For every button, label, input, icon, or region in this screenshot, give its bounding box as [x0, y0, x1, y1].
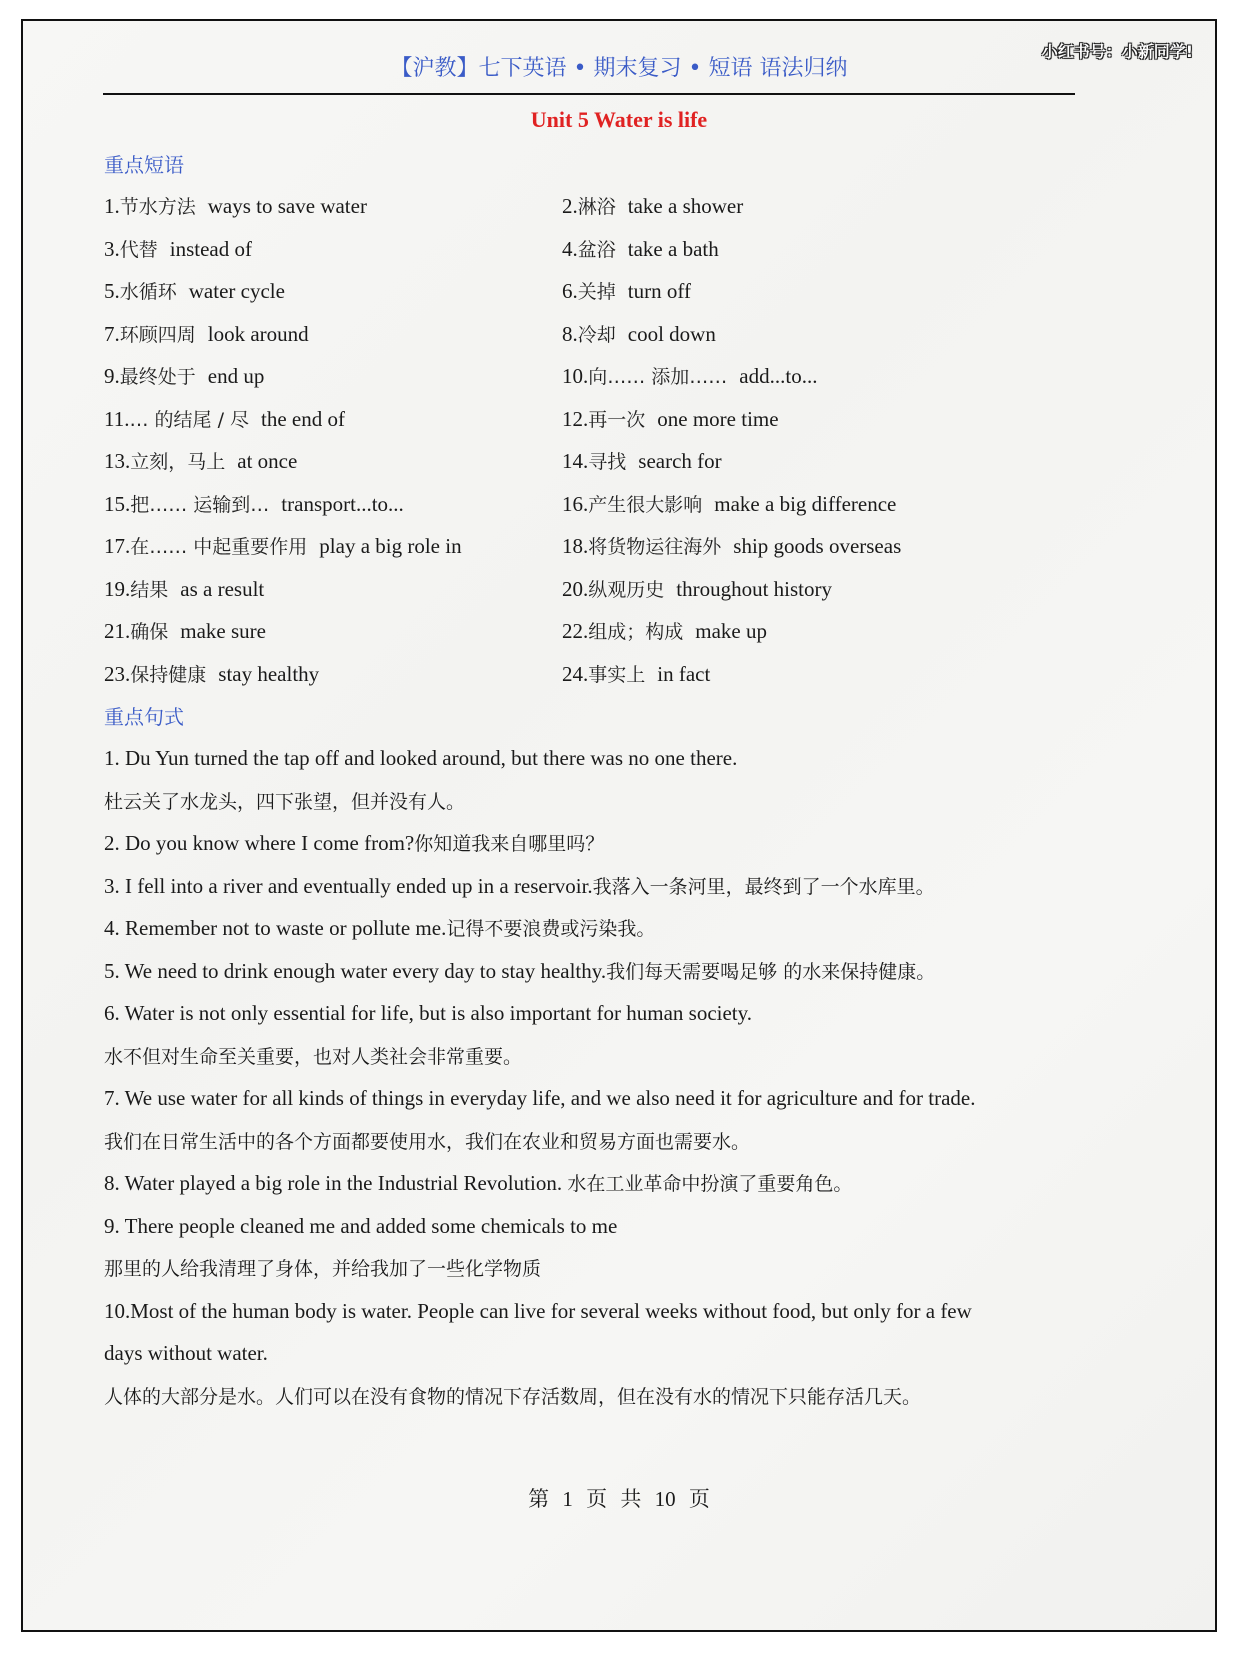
phrase-chinese: 将货物运往海外 [588, 536, 722, 558]
phrase-number: 15. [104, 491, 131, 516]
phrase-english: make up [695, 619, 767, 643]
sentence-chinese: 水在工业革命中扮演了重要角色。 [567, 1173, 853, 1195]
phrase-item [562, 529, 1062, 572]
phrase-number: 11. [104, 406, 130, 431]
phrase-number: 1. [104, 194, 120, 218]
sentence-english: 3. I fell into a river and eventually ended up in a reservoir. [104, 873, 593, 898]
phrase-item [104, 529, 562, 572]
phrase-english: in fact [657, 661, 711, 686]
phrase-number: 20. [562, 576, 589, 601]
sentence-chinese: 我们在日常生活中的各个方面都要使用水，我们在农业和贸易方面也需要水。 [104, 1130, 751, 1153]
phrase-chinese: 事实上 [588, 663, 646, 686]
sentence-line [104, 1251, 1164, 1294]
phrase-number: 9. [104, 364, 120, 388]
phrase-item [104, 402, 562, 445]
sentence-chinese: 我们每天需要喝足够 的水来保持健康。 [606, 960, 936, 983]
sentence-english: days without water. [104, 1341, 268, 1365]
phrase-chinese: 在…… 中起重要作用 [130, 536, 308, 558]
phrase-chinese: 向…… 添加…… [588, 366, 728, 388]
sentence-list [104, 741, 1164, 1421]
phrase-number: 21. [104, 619, 131, 643]
sentence-line [104, 1166, 1164, 1209]
phrase-chinese: 环顾四周 [119, 323, 196, 346]
phrase-item [104, 232, 562, 275]
phrase-number: 10. [562, 364, 589, 388]
unit-title: Unit 5 Water is life [530, 107, 708, 132]
phrase-list [104, 189, 1104, 699]
sentence-line [104, 954, 1164, 997]
phrase-english: the end of [261, 406, 345, 431]
phrase-chinese: 最终处于 [119, 366, 196, 388]
phrase-item [562, 487, 1062, 530]
phrase-number: 5. [104, 279, 120, 303]
phrase-chinese: 淋浴 [577, 196, 616, 218]
phrase-english: ship goods overseas [733, 534, 902, 558]
phrase-item [562, 317, 1062, 360]
phrase-english: make a big difference [714, 491, 897, 516]
phrase-chinese: 冷却 [577, 323, 616, 346]
phrase-number: 16. [562, 491, 589, 516]
phrase-item [104, 487, 562, 530]
phrase-english: make sure [180, 619, 266, 643]
phrase-number: 6. [562, 279, 578, 303]
phrase-english: end up [207, 364, 265, 388]
phrase-chinese: 组成；构成 [588, 621, 684, 643]
phrase-item [562, 572, 1062, 615]
phrase-english: instead of [169, 236, 252, 261]
phrase-english: water cycle [188, 279, 285, 303]
sentence-english: 5. We need to drink enough water every day to stay healthy. [104, 958, 607, 983]
phrase-number: 17. [104, 534, 131, 558]
sentence-english: 9. There people cleaned me and added some chemicals to me [104, 1213, 618, 1238]
phrase-english: take a shower [627, 194, 744, 218]
phrase-english: take a bath [627, 236, 719, 261]
sentence-english: 10.Most of the human body is water. People can live for several weeks without food, but only for a few [104, 1298, 972, 1323]
phrase-english: add...to... [739, 364, 818, 388]
phrase-item [562, 274, 1062, 317]
phrase-item [104, 614, 562, 657]
phrase-chinese: 把…… 运输到… [130, 493, 270, 516]
phrase-item [562, 444, 1062, 487]
phrase-chinese: … 的结尾 / 尽 [129, 408, 250, 431]
phrase-chinese: 立刻，马上 [130, 451, 226, 473]
sentence-chinese: 杜云关了水龙头，四下张望，但并没有人。 [104, 790, 466, 813]
phrase-item [104, 317, 562, 360]
phrase-chinese: 关掉 [577, 281, 616, 303]
sentence-line [104, 784, 1164, 827]
sentence-chinese: 你知道我来自哪里吗？ [414, 833, 605, 855]
sentence-line [104, 996, 1164, 1039]
phrase-number: 3. [104, 236, 120, 261]
phrase-item [104, 657, 562, 700]
phrase-chinese: 纵观历史 [588, 578, 665, 601]
header-divider [103, 93, 1075, 95]
phrase-english: stay healthy [218, 661, 320, 686]
phrase-english: as a result [180, 576, 265, 601]
sentence-chinese: 我落入一条河里，最终到了一个水库里。 [592, 875, 935, 898]
sentence-chinese: 记得不要浪费或污染我。 [446, 918, 656, 940]
phrase-item [562, 359, 1062, 402]
phrase-english: throughout history [676, 576, 833, 601]
phrase-number: 24. [562, 661, 589, 686]
phrase-english: look around [207, 321, 309, 346]
phrase-english: one more time [657, 406, 779, 431]
phrase-number: 23. [104, 661, 131, 686]
phrase-english: cool down [627, 321, 716, 346]
phrase-chinese: 保持健康 [130, 663, 207, 686]
phrase-chinese: 寻找 [588, 451, 627, 473]
sentence-english: 6. Water is not only essential for life, but is also important for human society. [104, 1001, 753, 1025]
sentence-line [104, 826, 1164, 869]
phrase-item [104, 359, 562, 402]
phrase-number: 12. [562, 406, 589, 431]
phrase-english: play a big role in [319, 534, 462, 558]
phrase-english: at once [237, 449, 298, 473]
phrase-number: 22. [562, 619, 589, 643]
sentences-heading: 重点句式 [104, 705, 184, 729]
phrase-item [104, 274, 562, 317]
phrase-item [562, 402, 1062, 445]
phrase-chinese: 再一次 [588, 408, 646, 431]
document-page [21, 19, 1217, 1632]
phrase-number: 4. [562, 236, 578, 261]
sentence-english: 1. Du Yun turned the tap off and looked around, but there was no one there. [104, 746, 738, 770]
phrase-chinese: 确保 [130, 621, 169, 643]
page-number: 第 1 页 共 10 页 [528, 1487, 710, 1511]
phrase-number: 7. [104, 321, 120, 346]
phrase-item [562, 189, 1062, 232]
sentence-line [104, 1124, 1164, 1167]
phrase-chinese: 产生很大影响 [588, 493, 703, 516]
phrase-item [562, 657, 1062, 700]
phrase-number: 19. [104, 576, 131, 601]
sentence-line [104, 1081, 1164, 1124]
header-title: 【沪教】七下英语 • 期末复习 • 短语 语法归纳 [390, 56, 848, 81]
phrase-chinese: 代替 [119, 238, 158, 261]
phrase-english: transport...to... [281, 491, 404, 516]
phrase-chinese: 水循环 [119, 281, 177, 303]
phrases-heading: 重点短语 [104, 153, 184, 177]
sentence-chinese: 那里的人给我清理了身体，并给我加了一些化学物质 [104, 1258, 542, 1280]
phrase-chinese: 结果 [130, 578, 169, 601]
watermark: 小红书号：小新同学! [1041, 42, 1193, 61]
phrase-item [562, 614, 1062, 657]
sentence-chinese: 人体的大部分是水。人们可以在没有食物的情况下存活数周，但在没有水的情况下只能存活几天。 [104, 1385, 922, 1408]
phrase-number: 8. [562, 321, 578, 346]
phrase-chinese: 盆浴 [577, 238, 616, 261]
sentence-line [104, 1294, 1164, 1337]
sentence-line [104, 1209, 1164, 1252]
phrase-number: 13. [104, 449, 131, 473]
phrase-item [104, 572, 562, 615]
sentence-line [104, 1039, 1164, 1082]
sentence-english: 7. We use water for all kinds of things in everyday life, and we also need it for agriculture and for trade. [104, 1086, 976, 1110]
phrase-number: 14. [562, 449, 589, 473]
phrase-number: 18. [562, 534, 589, 558]
sentence-english: 4. Remember not to waste or pollute me. [104, 916, 447, 940]
phrase-item [104, 444, 562, 487]
phrase-number: 2. [562, 194, 578, 218]
phrase-item [104, 189, 562, 232]
phrase-english: search for [638, 449, 722, 473]
sentence-chinese: 水不但对生命至关重要，也对人类社会非常重要。 [104, 1045, 523, 1068]
sentence-line [104, 1336, 1164, 1379]
phrase-chinese: 节水方法 [119, 196, 196, 218]
phrase-item [562, 232, 1062, 275]
phrase-english: ways to save water [207, 194, 367, 218]
sentence-english: 8. Water played a big role in the Industrial Revolution. [104, 1171, 568, 1195]
sentence-line [104, 1379, 1164, 1422]
sentence-english: 2. Do you know where I come from? [104, 831, 415, 855]
phrase-english: turn off [627, 279, 691, 303]
sentence-line [104, 911, 1164, 954]
sentence-line [104, 869, 1164, 912]
sentence-line [104, 741, 1164, 784]
